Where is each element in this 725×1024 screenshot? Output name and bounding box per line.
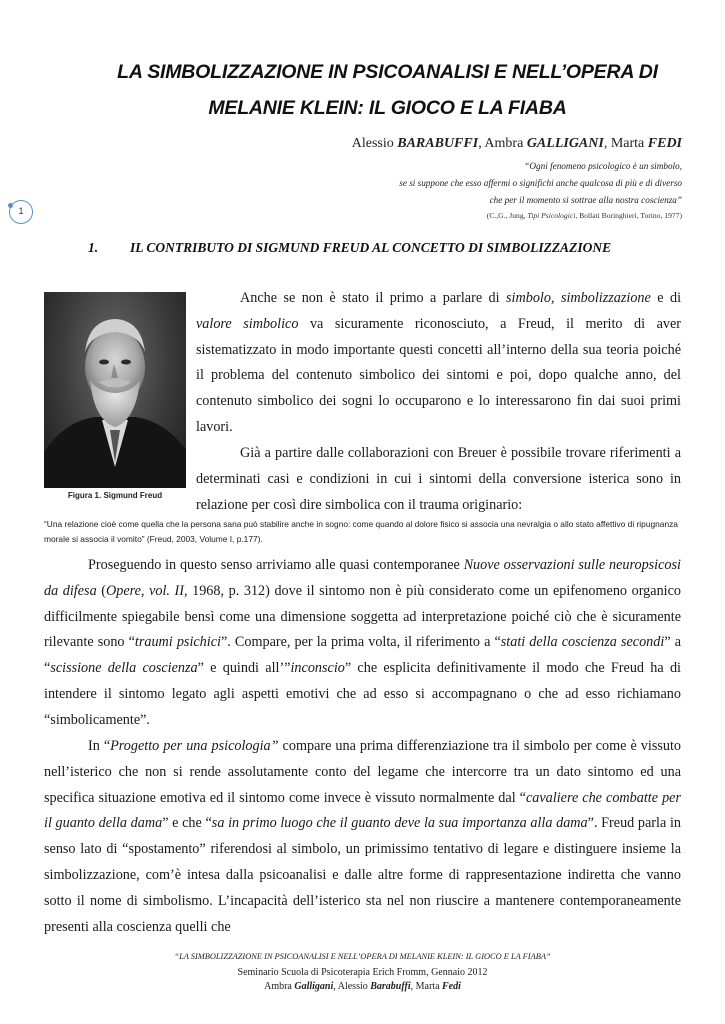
epigraph-line: “Ogni fenomeno psicologico è un simbolo, [524,161,682,171]
footer-title: “LA SIMBOLIZZAZIONE IN PSICOANALISI E NELL’OPERA DI MELANIE KLEIN: IL GIOCO E LA FIABA” [174,952,551,961]
section-heading [88,240,611,256]
author-2: Ambra GALLIGANI [484,136,604,151]
document-title-line-1: LA SIMBOLIZZAZIONE IN PSICOANALISI E NELL’OPERA DI [117,61,658,83]
paragraph-1: Anche se non è stato il primo a parlare di simbolo, simbolizzazione e di valore simbolico va sicuramente riconosciuto, a Freud, il merito di aver sistematizzato in modo importante questi concetti all’interno della sua teoria poiché il problema del contenuto simbolico dei sintomi e poi, dopo qualche anno, del contenuto simbolico dei sogni lo occuparono e lo interessarono fin dai suoi primi lavori. [196,290,682,435]
figure-caption: Figura 1. Sigmund Freud [67,491,163,500]
paragraph-3: Proseguendo in questo senso arriviamo alle quasi contemporanee Nuove osservazioni sulle neuropsicosi da difesa (Opere, vol. II, 1968, p. 312) dove il sintomo non è più considerato come un epifenomeno organico difficilmente spiegabile bensì come una dimensione soggetta ad interpretazione poiché ciò che è sicuramente rilevante sono “traumi psichici”. Compare, per la prima volta, il riferimento a “stati della coscienza secondi” a “scissione della coscienza” e quindi all’”inconscio” che esplicita definitivamente il modo che Freud ha di intendere il sintomo legato agli aspetti emotivi che ad esso si accompagnano o che ad esso richiamano “simbolicamente”. [44,557,682,728]
footer-seminar: Seminario Scuola di Psicoterapia Erich Fromm, Gennaio 2012 [237,967,488,978]
paragraph-2: Già a partire dalle collaborazioni con Breuer è possibile trovare riferimenti a determinati casi e condizioni in cui i sintomi della conversione isterica sono in relazione per così dire simbolica con il trauma originario: [196,445,681,513]
epigraph-line: che per il momento si sottrae alla nostra coscienza” [489,195,682,205]
freud-portrait-image [44,292,186,488]
footer-authors: Ambra Galligani, Alessio Barabuffi, Marta Fedi [264,981,461,992]
document-title-line-2: MELANIE KLEIN: IL GIOCO E LA FIABA [208,97,567,119]
epigraph-source: (C.,G., Jung, Tipi Psicologici, Bollati Boringhieri, Torino, 1977) [486,211,682,220]
block-quote: “Una relazione cioè come quella che la persona sana può stabilire anche in sogno: come quando al dolore fisico si associa una nevralgia o allo stato affettivo di ripugnanza morale si associa il vomito” (Freud, 2003, Volume I, p.177). [44,519,678,544]
author-3: Marta FEDI [610,136,682,151]
epigraph-line: se si suppone che esso affermi o significhi anche qualcosa di più e di diverso [399,178,682,188]
portrait-illustration [44,292,186,488]
paragraph-4: In “Progetto per una psicologia” compare una prima differenziazione tra il simbolo per come è vissuto nell’isterico che non si rende assolutamente conto del legame che intercorre tra un dato sintomo ed una specifica situazione emotiva ed il sintomo come invece è vissuto normalmente dal “cavaliere che combatte per il guanto della dama” e che “sa in primo luogo che il guanto deve la sua importanza alla dama”. Freud parla in senso lato di “spostamento” riferendosi al simbolo, un primissimo tentativo di legare e distinguere insieme la simbolizzazione, com’è intesa dalla psicoanalisi e dalle altre forme di rappresentazione indiretta che vanno sotto il nome di simbolismo. L’incapacità dell’isterico sta nel non riuscire a mantenere contemporaneamente presenti alla coscienza quelli che [44,738,681,935]
section-title: IL CONTRIBUTO DI SIGMUND FREUD AL CONCETTO DI SIMBOLIZZAZIONE [130,240,612,255]
section-number: 1. [88,240,99,255]
author-list: Alessio BARABUFFI, Ambra GALLIGANI, Marta FEDI [351,136,682,151]
page-number: 1 [18,206,24,216]
badge-dot-icon [8,203,13,208]
author-1: Alessio BARABUFFI [351,136,479,151]
page-number-badge [9,200,33,224]
